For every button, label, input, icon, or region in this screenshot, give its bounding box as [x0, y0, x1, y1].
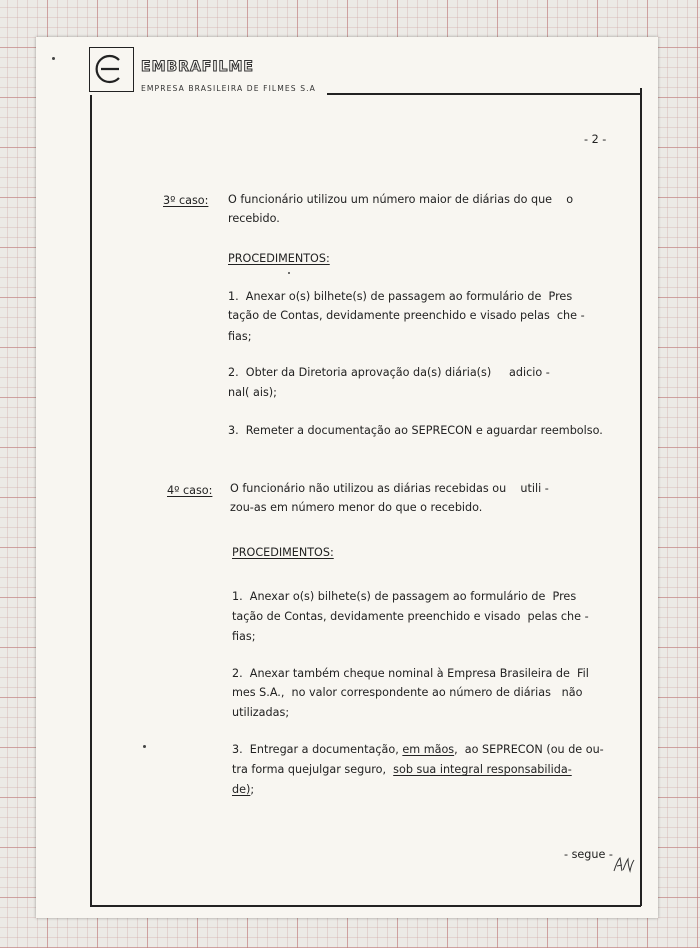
frame-line-bottom — [90, 905, 641, 907]
case4-item3-line1 — [232, 743, 604, 756]
case4-text-line1: O funcionário não utilizou as diárias recebidas ou utili - — [230, 482, 549, 495]
in-hand-emphasis: em mãos — [402, 743, 455, 756]
case3-text-line2: recebido. — [228, 212, 280, 225]
stray-mark — [143, 745, 146, 748]
case4-item1-line2: tação de Contas, devidamente preenchido e visado pelas che - — [232, 610, 589, 623]
case4-item3-line2 — [232, 763, 572, 776]
case3-procedures-heading: PROCEDIMENTOS: — [228, 252, 330, 265]
case4-item3-text: , ao SEPRECON (ou de ou- — [454, 743, 604, 756]
stray-mark — [288, 272, 290, 274]
handwritten-initials-icon — [612, 854, 636, 874]
responsibility-emphasis-end: de) — [232, 783, 251, 796]
frame-line-left — [90, 95, 92, 906]
case4-procedures-heading: PROCEDIMENTOS: — [232, 546, 334, 559]
continues-marker: - segue - — [564, 848, 613, 861]
embrafilme-logo — [89, 47, 134, 92]
case4-item2-line2: mes S.A., no valor correspondente ao número de diárias não — [232, 686, 583, 699]
frame-line-right — [640, 88, 642, 906]
responsibility-emphasis: sob sua integral responsabilida- — [393, 763, 572, 776]
case4-item3-line3 — [232, 783, 254, 796]
logo-e-icon — [90, 48, 132, 90]
stray-mark — [52, 57, 55, 60]
case4-item3-text: ; — [250, 783, 255, 796]
case3-label: 3º caso: — [163, 194, 209, 207]
case3-item1-line3: fias; — [228, 330, 252, 343]
case4-item1-line3: fias; — [232, 630, 256, 643]
company-name: EMPRESA BRASILEIRA DE FILMES S.A — [141, 84, 316, 93]
case3-item1-line2: tação de Contas, devidamente preenchido e visado pelas che - — [228, 309, 585, 322]
logo-brand-name: EMBRAFILME — [141, 59, 254, 75]
case4-item2-line3: utilizadas; — [232, 706, 290, 719]
case4-label: 4º caso: — [167, 484, 213, 497]
case3-item2-line2: nal( ais); — [228, 386, 277, 399]
case3-item1-line1: 1. Anexar o(s) bilhete(s) de passagem ao formulário de Pres — [228, 290, 573, 303]
case3-item2-line1: 2. Obter da Diretoria aprovação da(s) diária(s) adicio - — [228, 366, 550, 379]
case4-item2-line1: 2. Anexar também cheque nominal à Empresa Brasileira de Fil — [232, 667, 589, 680]
paper-sheet — [36, 37, 658, 918]
case4-item1-line1: 1. Anexar o(s) bilhete(s) de passagem ao formulário de Pres — [232, 590, 577, 603]
page-number: - 2 - — [584, 133, 607, 146]
case3-item3-line1: 3. Remeter a documentação ao SEPRECON e aguardar reembolso. — [228, 424, 603, 437]
case4-text-line2: zou-as em número menor do que o recebido. — [230, 501, 483, 514]
case4-item3-text: tra forma quejulgar seguro, — [232, 763, 394, 776]
case3-text-line1: O funcionário utilizou um número maior de diárias do que o — [228, 193, 574, 206]
case4-item3-text: 3. Entregar a documentação, — [232, 743, 403, 756]
frame-line-top — [327, 93, 641, 95]
